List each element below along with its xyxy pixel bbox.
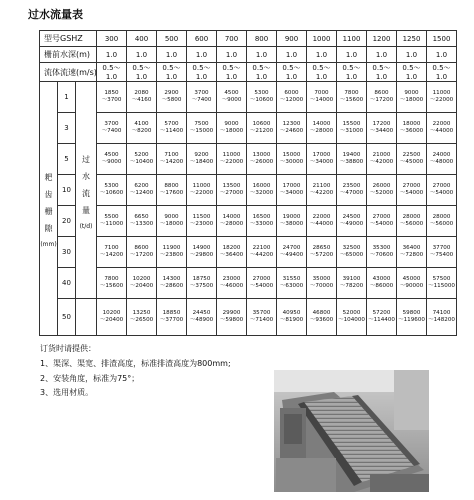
flow-cell: 27000 ～54000: [397, 175, 427, 206]
flow-cell: 10200 ～20400: [127, 268, 157, 299]
flow-cell: 7500 ～15000: [187, 113, 217, 144]
flow-cell: 43000 ～86000: [367, 268, 397, 299]
flow-cell: 45000 ～90000: [397, 268, 427, 299]
flow-cell: 27000 ～54000: [247, 268, 277, 299]
flow-cell: 57500 ～115000: [427, 268, 457, 299]
flow-cell: 59800 ～119600: [397, 299, 427, 336]
flow-cell: 2080 ～4160: [127, 82, 157, 113]
depth-cell: 1.0: [127, 47, 157, 63]
flow-cell: 12300 ～24600: [277, 113, 307, 144]
flow-cell: 5700 ～11400: [157, 113, 187, 144]
flow-cell: 14300 ～28600: [157, 268, 187, 299]
product-photo: [274, 370, 429, 492]
depth-cell: 1.0: [427, 47, 457, 63]
gap-value: 50: [58, 299, 76, 336]
notes-heading: 订货时请提供：: [40, 344, 96, 353]
velocity-cell: 0.5～1.0: [367, 63, 397, 82]
gap-value: 10: [58, 175, 76, 206]
flow-cell: 17000 ～34000: [277, 175, 307, 206]
depth-cell: 1.0: [187, 47, 217, 63]
flow-cell: 6000 ～12000: [277, 82, 307, 113]
flow-cell: 13500 ～27000: [217, 175, 247, 206]
flow-cell: 22000 ～44000: [427, 113, 457, 144]
flow-cell: 9000 ～18000: [217, 113, 247, 144]
flow-cell: 15500 ～31000: [337, 113, 367, 144]
flow-cell: 14900 ～29800: [187, 237, 217, 268]
model-cell: 400: [127, 31, 157, 47]
flow-cell: 19000 ～38000: [277, 206, 307, 237]
depth-cell: 1.0: [337, 47, 367, 63]
flow-cell: 40950 ～81900: [277, 299, 307, 336]
flow-label-spacer: [76, 299, 97, 336]
flow-cell: 46800 ～93600: [307, 299, 337, 336]
note-item-2: 2、安装角度，标准为75°；: [40, 374, 140, 383]
depth-cell: 1.0: [217, 47, 247, 63]
flow-cell: 8800 ～17600: [157, 175, 187, 206]
gap-value: 3: [58, 113, 76, 144]
flow-cell: 5300 ～10600: [247, 82, 277, 113]
flow-cell: 31550 ～63000: [277, 268, 307, 299]
flow-cell: 13250 ～26500: [127, 299, 157, 336]
flow-cell: 11000 ～22000: [427, 82, 457, 113]
velocity-cell: 0.5～1.0: [427, 63, 457, 82]
velocity-cell: 0.5～1.0: [397, 63, 427, 82]
flow-cell: 26000 ～52000: [367, 175, 397, 206]
gap-value: 20: [58, 206, 76, 237]
flow-cell: 23500 ～47000: [337, 175, 367, 206]
model-cell: 600: [187, 31, 217, 47]
flow-cell: 23000 ～46000: [217, 268, 247, 299]
flow-cell: 4100 ～8200: [127, 113, 157, 144]
flow-cell: 35300 ～70600: [367, 237, 397, 268]
model-cell: 1250: [397, 31, 427, 47]
model-label: 型号GSHZ: [40, 31, 97, 47]
model-cell: 500: [157, 31, 187, 47]
flow-cell: 21000 ～42000: [367, 144, 397, 175]
flow-cell: 22500 ～45000: [397, 144, 427, 175]
model-cell: 1000: [307, 31, 337, 47]
flow-cell: 3700 ～7400: [97, 113, 127, 144]
flow-cell: 29900 ～59800: [217, 299, 247, 336]
flow-cell: 18200 ～36400: [217, 237, 247, 268]
flow-cell: 17200 ～34400: [367, 113, 397, 144]
model-cell: 300: [97, 31, 127, 47]
flow-cell: 5300 ～10600: [97, 175, 127, 206]
flow-cell: 24500 ～49000: [337, 206, 367, 237]
gap-value: 5: [58, 144, 76, 175]
flow-cell: 8600 ～17200: [367, 82, 397, 113]
flow-cell: 13000 ～26000: [247, 144, 277, 175]
flow-cell: 3700 ～7400: [187, 82, 217, 113]
model-cell: 1100: [337, 31, 367, 47]
depth-cell: 1.0: [307, 47, 337, 63]
note-item-3: 3、选用材质。: [40, 388, 94, 397]
flow-table: [39, 30, 457, 336]
depth-cell: 1.0: [157, 47, 187, 63]
flow-cell: 9200 ～18400: [187, 144, 217, 175]
flow-cell: 7100 ～14200: [157, 144, 187, 175]
flow-cell: 10200 ～20400: [97, 299, 127, 336]
flow-cell: 21100 ～42200: [307, 175, 337, 206]
flow-cell: 6650 ～13300: [127, 206, 157, 237]
flow-cell: 10600 ～21200: [247, 113, 277, 144]
flow-cell: 35000 ～70000: [307, 268, 337, 299]
flow-cell: 7800 ～15600: [337, 82, 367, 113]
flow-cell: 5500 ～11000: [97, 206, 127, 237]
flow-cell: 9000 ～18000: [397, 82, 427, 113]
gap-value: 30: [58, 237, 76, 268]
gap-unit: (mm): [40, 241, 57, 248]
flow-cell: 7100 ～14200: [97, 237, 127, 268]
flow-cell: 35700 ～71400: [247, 299, 277, 336]
gap-label: 耙 齿 栅 隙: [44, 173, 53, 233]
flow-cell: 1850 ～3700: [97, 82, 127, 113]
flow-cell: 22100 ～44200: [247, 237, 277, 268]
flow-cell: 11000 ～22000: [187, 175, 217, 206]
flow-cell: 11000 ～22000: [217, 144, 247, 175]
gap-value: 1: [58, 82, 76, 113]
flow-cell: 57200 ～114400: [367, 299, 397, 336]
flow-cell: 39100 ～78200: [337, 268, 367, 299]
flow-cell: 74100 ～148200: [427, 299, 457, 336]
flow-cell: 18850 ～37700: [157, 299, 187, 336]
flow-cell: 27000 ～54000: [427, 175, 457, 206]
velocity-cell: 0.5～1.0: [307, 63, 337, 82]
velocity-cell: 0.5～1.0: [127, 63, 157, 82]
flow-cell: 6200 ～12400: [127, 175, 157, 206]
depth-cell: 1.0: [367, 47, 397, 63]
flow-cell: 28000 ～56000: [397, 206, 427, 237]
flow-cell: 19400 ～38800: [337, 144, 367, 175]
flow-cell: 14000 ～28000: [307, 113, 337, 144]
flow-cell: 24700 ～49400: [277, 237, 307, 268]
flow-cell: 5200 ～10400: [127, 144, 157, 175]
flow-cell: 28650 ～57200: [307, 237, 337, 268]
flow-cell: 4500 ～9000: [217, 82, 247, 113]
flow-cell: 32500 ～65000: [337, 237, 367, 268]
flow-cell: 4500 ～9000: [97, 144, 127, 175]
page-title: 过水流量表: [28, 8, 83, 21]
model-cell: 700: [217, 31, 247, 47]
flow-cell: 27000 ～54000: [367, 206, 397, 237]
flow-label: 过 水 流 量: [82, 154, 90, 215]
flow-cell: 24000 ～48000: [427, 144, 457, 175]
flow-cell: 2900 ～5800: [157, 82, 187, 113]
depth-cell: 1.0: [247, 47, 277, 63]
model-cell: 1200: [367, 31, 397, 47]
flow-cell: 8600 ～17200: [127, 237, 157, 268]
depth-label: 栅前水深(m): [40, 47, 97, 63]
flow-cell: 9000 ～18000: [157, 206, 187, 237]
velocity-cell: 0.5～1.0: [277, 63, 307, 82]
velocity-cell: 0.5～1.0: [187, 63, 217, 82]
gap-label-column: [40, 82, 58, 336]
velocity-cell: 0.5～1.0: [97, 63, 127, 82]
flow-cell: 7800 ～15600: [97, 268, 127, 299]
depth-cell: 1.0: [397, 47, 427, 63]
flow-cell: 14000 ～28000: [217, 206, 247, 237]
flow-cell: 22000 ～44000: [307, 206, 337, 237]
flow-cell: 16500 ～33000: [247, 206, 277, 237]
velocity-cell: 0.5～1.0: [217, 63, 247, 82]
note-item-1: 1、渠深、渠宽、排渣高度，标准排渣高度为800mm;: [40, 359, 231, 368]
flow-cell: 11900 ～23800: [157, 237, 187, 268]
velocity-cell: 0.5～1.0: [337, 63, 367, 82]
flow-cell: 16000 ～32000: [247, 175, 277, 206]
model-cell: 1500: [427, 31, 457, 47]
flow-unit: (t/d): [79, 222, 93, 230]
flow-cell: 37700 ～75400: [427, 237, 457, 268]
velocity-cell: 0.5～1.0: [247, 63, 277, 82]
depth-cell: 1.0: [277, 47, 307, 63]
depth-cell: 1.0: [97, 47, 127, 63]
flow-cell: 52000 ～104000: [337, 299, 367, 336]
flow-cell: 36400 ～72800: [397, 237, 427, 268]
flow-cell: 17000 ～34000: [307, 144, 337, 175]
flow-cell: 15000 ～30000: [277, 144, 307, 175]
flow-cell: 18750 ～37500: [187, 268, 217, 299]
model-cell: 800: [247, 31, 277, 47]
flow-cell: 24450 ～48900: [187, 299, 217, 336]
flow-cell: 11500 ～23000: [187, 206, 217, 237]
flow-cell: 7000 ～14000: [307, 82, 337, 113]
model-cell: 900: [277, 31, 307, 47]
flow-cell: 18000 ～36000: [397, 113, 427, 144]
flow-label-column: [76, 82, 97, 299]
velocity-label: 流体流速(m/s): [40, 63, 97, 82]
flow-cell: 28000 ～56000: [427, 206, 457, 237]
gap-value: 40: [58, 268, 76, 299]
velocity-cell: 0.5～1.0: [157, 63, 187, 82]
